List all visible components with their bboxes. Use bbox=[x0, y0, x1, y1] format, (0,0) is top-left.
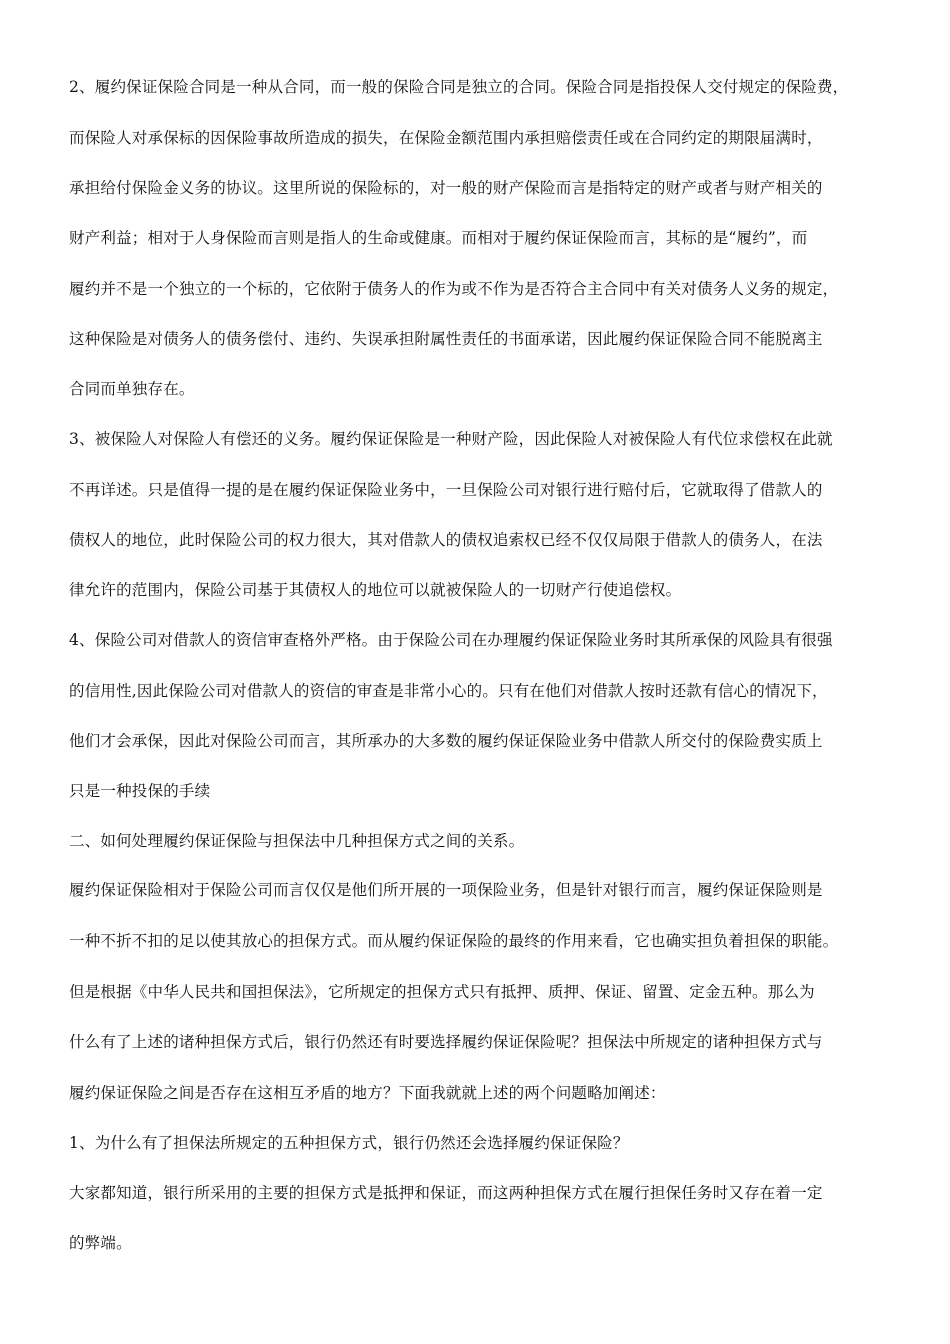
text-line: 1、为什么有了担保法所规定的五种担保方式，银行仍然还会选择履约保证保险？ bbox=[69, 1134, 629, 1152]
section-heading: 二、如何处理履约保证保险与担保法中几种担保方式之间的关系。 bbox=[69, 832, 525, 850]
text-line: 不再详述。只是值得一提的是在履约保证保险业务中，一旦保险公司对银行进行赔付后，它就取得了借款人的 bbox=[69, 481, 823, 499]
text-line: 一种不折不扣的足以使其放心的担保方式。而从履约保证保险的最终的作用来看，它也确实担负着担保的职能。 bbox=[69, 932, 839, 950]
text-line: 财产利益；相对于人身保险而言则是指人的生命或健康。而相对于履约保证保险而言，其标的是“履约”，而 bbox=[69, 229, 808, 247]
text-line: 什么有了上述的诸种担保方式后，银行仍然还有时要选择履约保证保险呢？担保法中所规定的诸种担保方式与 bbox=[69, 1033, 823, 1051]
text-line: 他们才会承保，因此对保险公司而言，其所承办的大多数的履约保证保险业务中借款人所交付的保险费实质上 bbox=[69, 732, 823, 750]
text-line: 而保险人对承保标的因保险事故所造成的损失，在保险金额范围内承担赔偿责任或在合同约定的期限届满时， bbox=[69, 129, 823, 147]
text-line: 3、被保险人对保险人有偿还的义务。履约保证保险是一种财产险，因此保险人对被保险人有代位求偿权在此就 bbox=[69, 430, 833, 448]
text-line: 合同而单独存在。 bbox=[69, 380, 195, 398]
text-line: 债权人的地位，此时保险公司的权力很大，其对借款人的债权追索权已经不仅仅局限于借款人的债务人，在法 bbox=[69, 531, 823, 549]
text-line: 的弊端。 bbox=[69, 1234, 132, 1252]
text-line: 履约并不是一个独立的一个标的，它依附于债务人的作为或不作为是否符合主合同中有关对债务人义务的规定， bbox=[69, 280, 839, 298]
text-line: 大家都知道，银行所采用的主要的担保方式是抵押和保证，而这两种担保方式在履行担保任务时又存在着一定 bbox=[69, 1184, 823, 1202]
text-line: 履约保证保险之间是否存在这相互矛盾的地方？下面我就就上述的两个问题略加阐述： bbox=[69, 1084, 666, 1102]
text-line: 只是一种投保的手续 bbox=[69, 782, 211, 800]
text-line: 4、保险公司对借款人的资信审查格外严格。由于保险公司在办理履约保证保险业务时其所承保的风险具有很强 bbox=[69, 631, 833, 649]
text-line: 但是根据《中华人民共和国担保法》，它所规定的担保方式只有抵押、质押、保证、留置、定金五种。那么为 bbox=[69, 983, 815, 1001]
text-line: 的信用性,因此保险公司对借款人的资信的审查是非常小心的。只有在他们对借款人按时还款有信心的情况下， bbox=[69, 682, 828, 700]
text-line: 承担给付保险金义务的协议。这里所说的保险标的，对一般的财产保险而言是指特定的财产或者与财产相关的 bbox=[69, 179, 823, 197]
text-line: 履约保证保险相对于保险公司而言仅仅是他们所开展的一项保险业务，但是针对银行而言，履约保证保险则是 bbox=[69, 881, 823, 899]
text-line: 律允许的范围内，保险公司基于其债权人的地位可以就被保险人的一切财产行使追偿权。 bbox=[69, 581, 682, 599]
text-line: 这种保险是对债务人的债务偿付、违约、失误承担附属性责任的书面承诺，因此履约保证保险合同不能脱离主 bbox=[69, 330, 823, 348]
text-line: 2、履约保证保险合同是一种从合同，而一般的保险合同是独立的合同。保险合同是指投保人交付规定的保险费， bbox=[69, 78, 849, 96]
